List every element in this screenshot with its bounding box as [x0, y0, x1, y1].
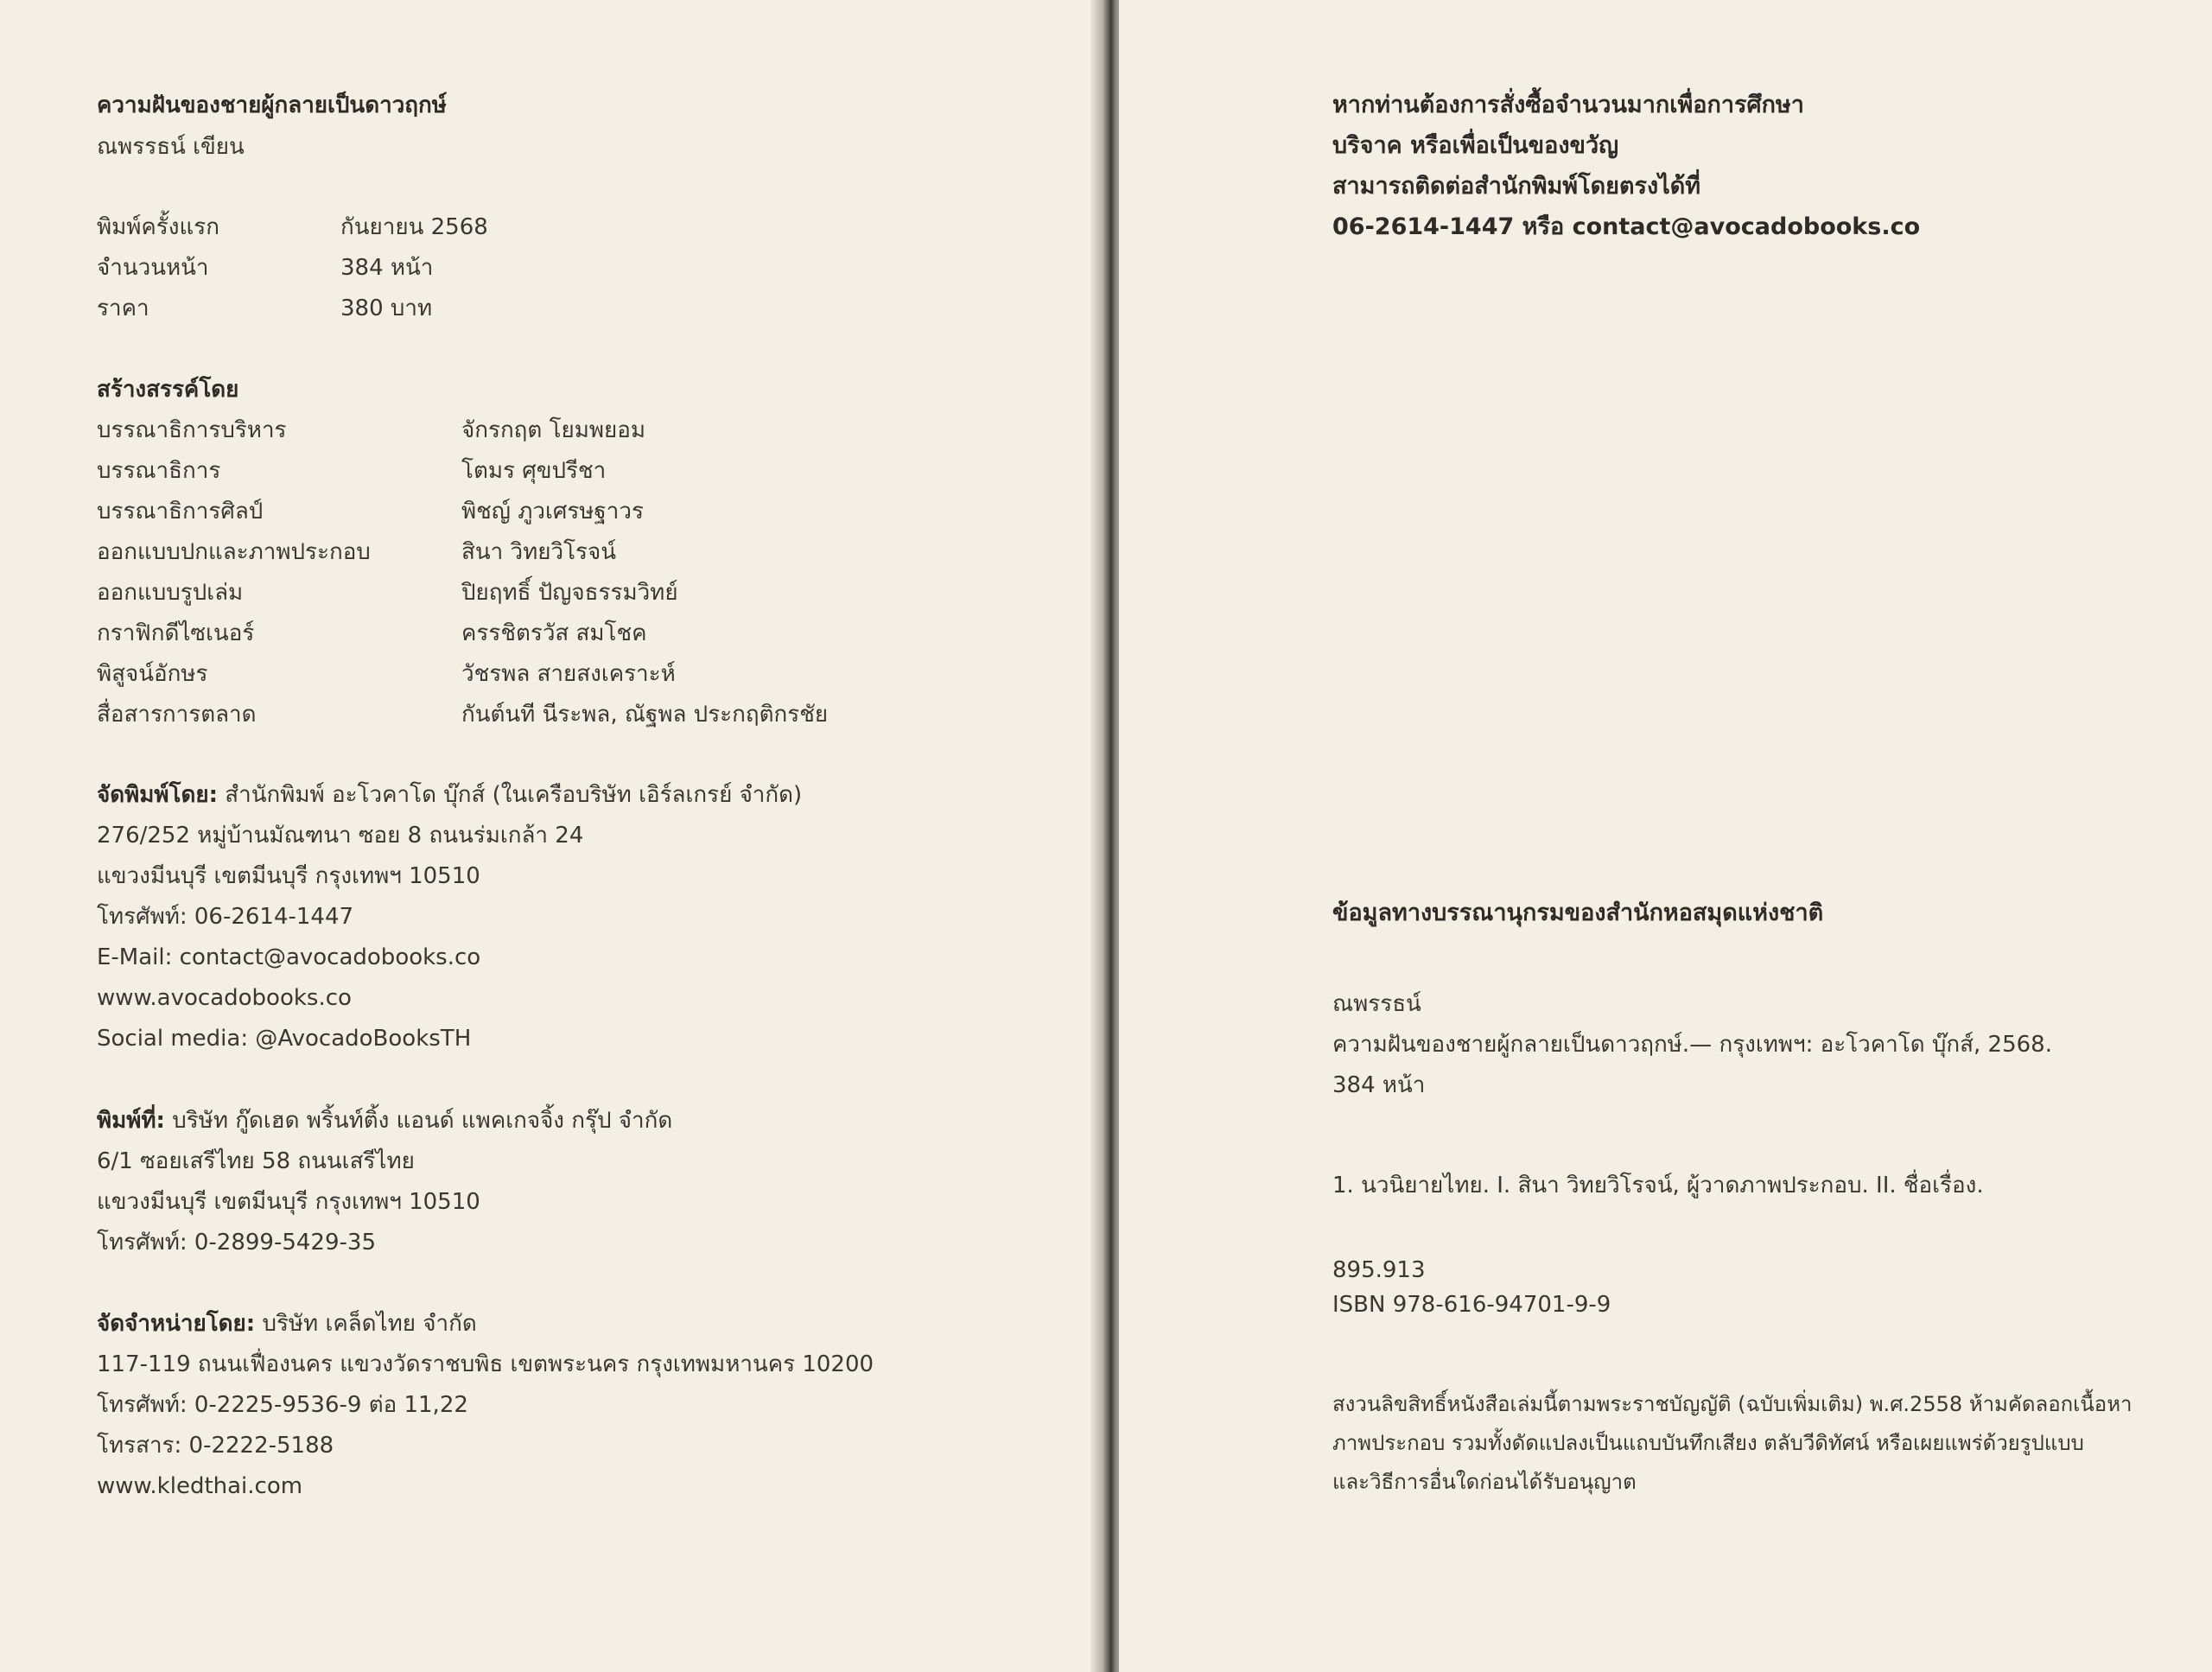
- print-info-row: [97, 213, 702, 253]
- publisher-website: www.avocadobooks.co: [97, 985, 352, 1011]
- credit-role: กราฟิกดีไซเนอร์: [97, 620, 255, 646]
- printer-block: [97, 1106, 1090, 1268]
- credit-role: ออกแบบรูปเล่ม: [97, 580, 244, 606]
- printer-phone: โทรศัพท์: 0-2899-5429-35: [97, 1230, 376, 1256]
- printer-address-line: แขวงมีนบุรี เขตมีนบุรี กรุงเทพฯ 10510: [97, 1189, 480, 1215]
- credit-role: บรรณาธิการบริหาร: [97, 417, 287, 443]
- left-page: [0, 0, 1102, 1672]
- credits-heading: สร้างสรรค์โดย: [97, 377, 239, 403]
- print-info-label: จำนวนหน้า: [97, 255, 209, 281]
- credit-row: [97, 659, 1047, 700]
- credit-name: วัชรพล สายสงเคราะห์: [461, 661, 676, 687]
- cip-author: ณพรรธน์: [1332, 991, 1421, 1017]
- credit-row: [97, 456, 1047, 497]
- order-info-block: [1332, 91, 2196, 253]
- print-info: [97, 213, 702, 334]
- credit-row: [97, 578, 1047, 619]
- publisher-heading: [97, 780, 1090, 821]
- book-title: ความฝันของชายผู้กลายเป็นดาวฤกษ์: [97, 92, 447, 118]
- credit-role: พิสูจน์อักษร: [97, 661, 208, 687]
- credit-row: [97, 416, 1047, 456]
- credit-name: ปิยฤทธิ์ ปัญจธรรมวิทย์: [461, 580, 678, 606]
- order-info-line: บริจาค หรือเพื่อเป็นของขวัญ: [1332, 132, 1619, 159]
- credit-name: สินา วิทยวิโรจน์: [461, 539, 617, 565]
- publisher-address-line: 276/252 หมู่บ้านมัณฑนา ซอย 8 ถนนร่มเกล้า 24: [97, 823, 584, 849]
- print-info-label: พิมพ์ครั้งแรก: [97, 214, 219, 240]
- author-line: ณพรรธน์ เขียน: [97, 134, 245, 160]
- credit-name: ครรชิตรวัส สมโชค: [461, 620, 647, 646]
- cip-subjects: 1. นวนิยายไทย. I. สินา วิทยวิโรจน์, ผู้วาดภาพประกอบ. II. ชื่อเรื่อง.: [1332, 1173, 1984, 1198]
- credit-row: [97, 700, 1047, 741]
- print-info-row: [97, 253, 702, 294]
- credit-row: [97, 497, 1047, 537]
- printer-label: พิมพ์ที่:: [97, 1108, 165, 1134]
- print-info-value: กันยายน 2568: [340, 214, 488, 240]
- cip-pages: 384 หน้า: [1332, 1072, 1426, 1098]
- publisher-social: Social media: @AvocadoBooksTH: [97, 1026, 472, 1052]
- publisher-email: E-Mail: contact@avocadobooks.co: [97, 944, 481, 970]
- cip-title: ความฝันของชายผู้กลายเป็นดาวฤกษ์.— กรุงเทพฯ: อะโวคาโด บุ๊กส์, 2568.: [1332, 1032, 2052, 1058]
- publisher-name: สำนักพิมพ์ อะโวคาโด บุ๊กส์ (ในเครือบริษัท เอิร์ลเกรย์ จำกัด): [218, 782, 803, 808]
- printer-name: บริษัท กู๊ดเฮด พริ้นท์ติ้ง แอนด์ แพคเกจจิ้ง กรุ๊ป จำกัด: [164, 1108, 673, 1134]
- distributor-block: [97, 1309, 1090, 1512]
- credit-role: บรรณาธิการศิลป์: [97, 499, 264, 524]
- cip-record: [1332, 989, 2196, 1111]
- distributor-name: บริษัท เคล็ดไทย จำกัด: [255, 1311, 477, 1337]
- credit-role: ออกแบบปกและภาพประกอบ: [97, 539, 371, 565]
- copyright-line: ภาพประกอบ รวมทั้งดัดแปลงเป็นแถบบันทึกเสียง ตลับวีดิทัศน์ หรือเผยแพร่ด้วยรูปแบบ: [1332, 1431, 2084, 1455]
- distributor-fax: โทรสาร: 0-2222-5188: [97, 1433, 334, 1459]
- copyright-notice: [1332, 1389, 2205, 1506]
- print-info-value: 380 บาท: [340, 296, 433, 321]
- publisher-label: จัดพิมพ์โดย:: [97, 782, 219, 808]
- credit-row: [97, 537, 1047, 578]
- credits-list: [97, 416, 1047, 741]
- distributor-website: www.kledthai.com: [97, 1473, 303, 1499]
- credit-role: สื่อสารการตลาด: [97, 702, 257, 728]
- credit-role: บรรณาธิการ: [97, 458, 221, 484]
- printer-address-line: 6/1 ซอยเสรีไทย 58 ถนนเสรีไทย: [97, 1148, 415, 1174]
- credit-name: จักรกฤต โยมพยอม: [461, 417, 646, 443]
- copyright-line: สงวนลิขสิทธิ์หนังสือเล่มนี้ตามพระราชบัญญัติ (ฉบับเพิ่มเติม) พ.ศ.2558 ห้ามคัดลอกเนื้อหา: [1332, 1392, 2133, 1416]
- cip-classification: 895.913: [1332, 1257, 1426, 1283]
- distributor-phone: โทรศัพท์: 0-2225-9536-9 ต่อ 11,22: [97, 1392, 468, 1418]
- credit-name: กันต์นที นีระพล, ณัฐพล ประกฤติกรชัย: [461, 702, 829, 728]
- publisher-address-line: แขวงมีนบุรี เขตมีนบุรี กรุงเทพฯ 10510: [97, 863, 480, 889]
- distributor-label: จัดจำหน่ายโดย:: [97, 1311, 256, 1337]
- print-info-row: [97, 294, 702, 334]
- cip-numbers: [1332, 1256, 2196, 1325]
- order-contact-line: 06-2614-1447 หรือ contact@avocadobooks.co: [1332, 213, 1921, 240]
- order-info-line: หากท่านต้องการสั่งซื้อจำนวนมากเพื่อการศึกษา: [1332, 92, 1804, 118]
- publisher-block: [97, 780, 1090, 1065]
- credit-row: [97, 619, 1047, 659]
- order-info-line: สามารถติดต่อสำนักพิมพ์โดยตรงได้ที่: [1332, 173, 1701, 200]
- print-info-label: ราคา: [97, 296, 149, 321]
- printer-heading: [97, 1106, 1090, 1147]
- right-page: [1119, 0, 2212, 1672]
- cip-isbn: ISBN 978-616-94701-9-9: [1332, 1292, 1611, 1318]
- publisher-phone: โทรศัพท์: 06-2614-1447: [97, 904, 354, 930]
- copyright-line: และวิธีการอื่นใดก่อนได้รับอนุญาต: [1332, 1470, 1637, 1494]
- distributor-address-line: 117-119 ถนนเฟื่องนคร แขวงวัดราชบพิธ เขตพระนคร กรุงเทพมหานคร 10200: [97, 1351, 874, 1377]
- credit-name: พิชญ์ ภูวเศรษฐาวร: [461, 499, 644, 524]
- credit-name: โตมร ศุขปรีชา: [461, 458, 607, 484]
- distributor-heading: [97, 1309, 1090, 1350]
- print-info-value: 384 หน้า: [340, 255, 434, 281]
- cip-heading: ข้อมูลทางบรรณานุกรมของสำนักหอสมุดแห่งชาติ: [1332, 900, 1824, 926]
